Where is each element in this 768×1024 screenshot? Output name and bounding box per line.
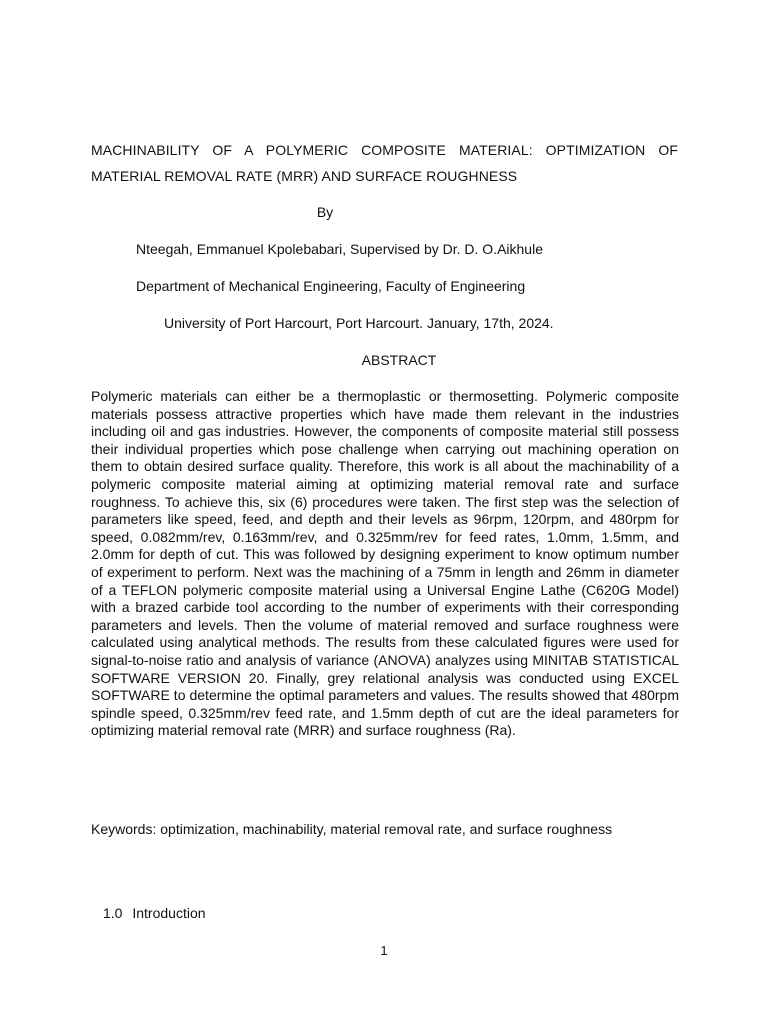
- abstract-text: Polymeric materials can either be a thermoplastic or thermosetting. Polymeric composite materials possess attractive properties which have made them relevant in the industries including oil and gas industries. However, the components of composite material still possess their individual properties which pose challenge when carrying out machining operation on them to obtain desired surface quality. Therefore, this work is all about the machinability of a polymeric composite material aiming at optimizing material removal rate and surface roughness. To achieve this, six (6) procedures were taken. The first step was the selection of parameters like speed, feed, and depth and their levels as 96rpm, 120rpm, and 480rpm for speed, 0.082mm/rev, 0.163mm/rev, and 0.325mm/rev for feed rates, 1.0mm, 1.5mm, and 2.0mm for depth of cut. This was followed by designing experiment to know optimum number of experiment to perform. Next was the machining of a 75mm in length and 26mm in diameter of a TEFLON polymeric composite material using a Universal Engine Lathe (C620G Model) with a brazed carbide tool according to the number of experiments with their corresponding parameters and levels. Then the volume of material removed and surface roughness were calculated using analytical methods. The results from these calculated figures were used for signal-to-noise ratio and analysis of variance (ANOVA) analyzes using MINITAB STATISTICAL SOFTWARE VERSION 20. Finally, grey relational analysis was conducted using EXCEL SOFTWARE to determine the optimal parameters and values. The results showed that 480rpm spindle speed, 0.325mm/rev feed rate, and 1.5mm depth of cut are the ideal parameters for optimizing material removal rate (MRR) and surface roughness (Ra).: [91, 388, 679, 739]
- author-line: Nteegah, Emmanuel Kpolebabari, Supervised by Dr. D. O.Aikhule: [136, 241, 543, 257]
- department-line: Department of Mechanical Engineering, Faculty of Engineering: [136, 278, 526, 294]
- abstract-heading: ABSTRACT: [361, 352, 437, 368]
- section-heading: [103, 905, 206, 921]
- page-number: 1: [380, 943, 388, 958]
- section-number: 1.0: [103, 905, 123, 921]
- university-line: University of Port Harcourt, Port Harcourt. January, 17th, 2024.: [164, 315, 554, 331]
- by-line: By: [316, 204, 334, 220]
- paper-title: MACHINABILITY OF A POLYMERIC COMPOSITE MATERIAL: OPTIMIZATION OF MATERIAL REMOVAL RATE (MRR) AND SURFACE ROUGHNESS: [91, 142, 678, 184]
- keywords-line: Keywords: optimization, machinability, material removal rate, and surface roughness: [91, 821, 613, 837]
- section-title: Introduction: [132, 905, 206, 921]
